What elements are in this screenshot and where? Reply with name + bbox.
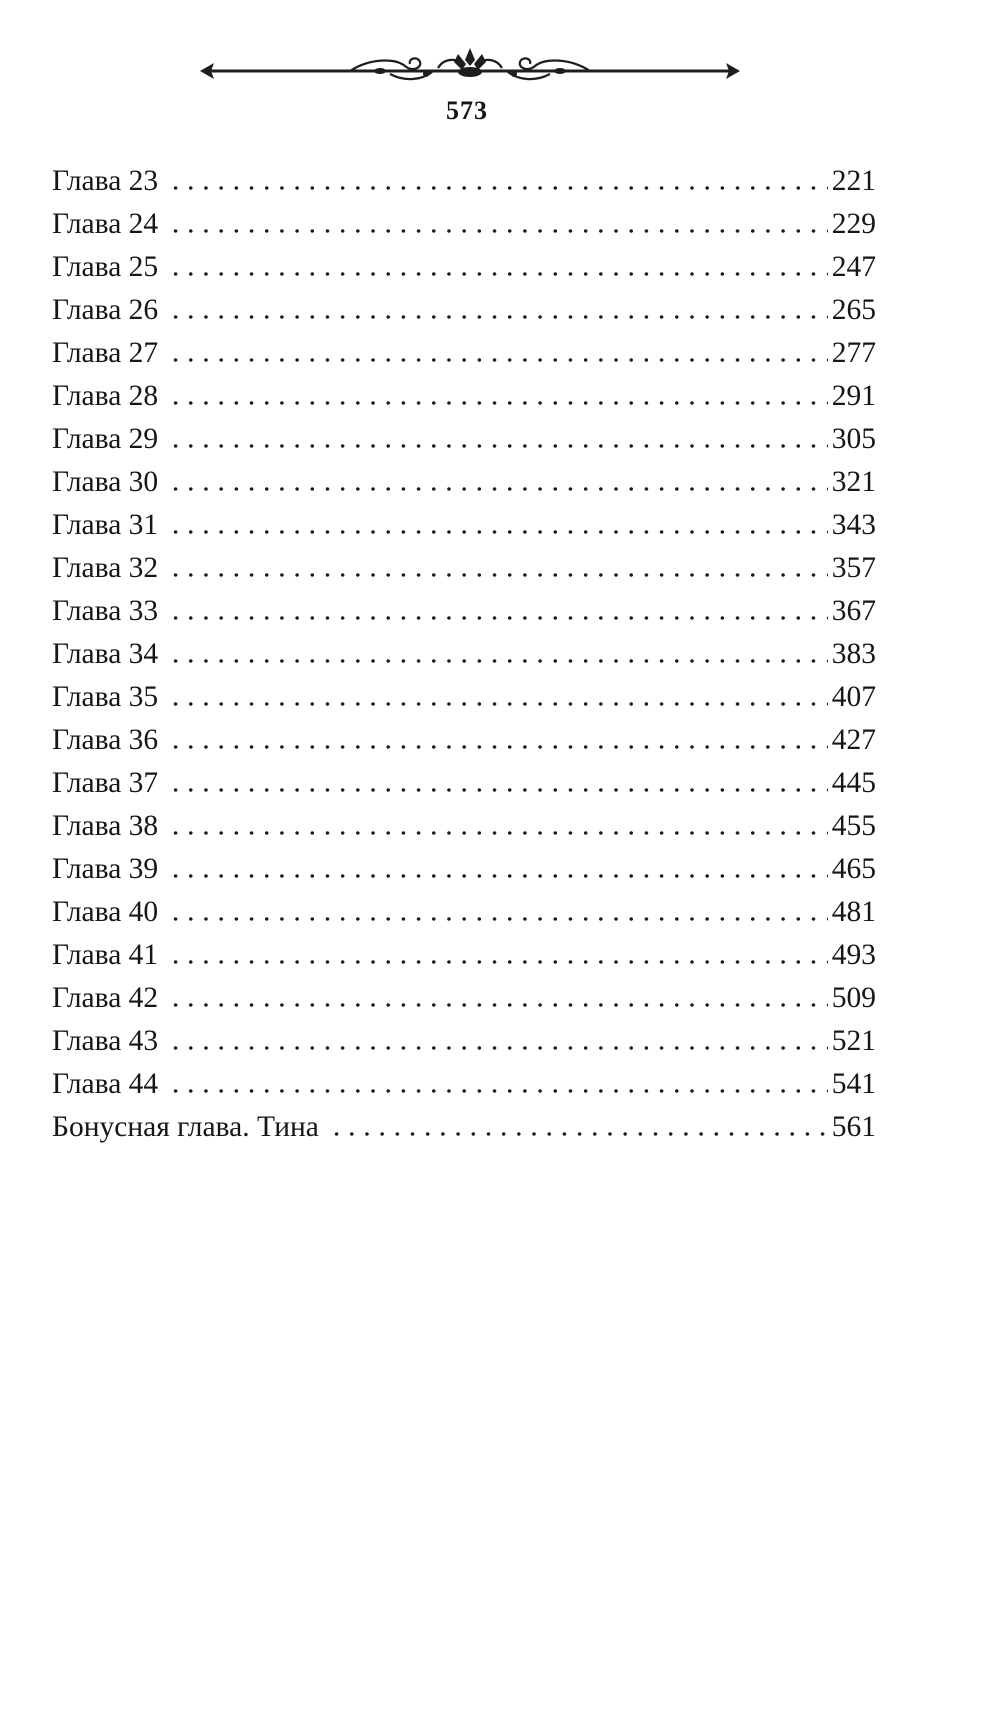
dot-leader [168,874,828,878]
toc-entry-page: 221 [831,165,876,197]
dot-leader [168,1089,828,1093]
toc-entry[interactable] [52,719,876,762]
toc-entry-page: 481 [831,896,876,928]
toc-entry-title: Бонусная глава. Тина [52,1111,319,1143]
dot-leader [168,401,828,405]
table-of-contents [52,160,876,1149]
toc-entry-page: 455 [831,810,876,842]
toc-entry-title: Глава 40 [52,896,159,928]
toc-entry-title: Глава 33 [52,595,159,627]
toc-entry-title: Глава 24 [52,208,159,240]
toc-entry-title: Глава 29 [52,423,159,455]
toc-entry[interactable] [52,375,876,418]
toc-entry[interactable] [52,977,876,1020]
dot-leader [168,229,828,233]
toc-entry-page: 521 [831,1025,876,1057]
page-number: 573 [446,96,488,125]
toc-entry[interactable] [52,762,876,805]
toc-entry-page: 465 [831,853,876,885]
toc-entry-page: 541 [831,1068,876,1100]
toc-entry-title: Глава 27 [52,337,159,369]
toc-entry-title: Глава 30 [52,466,159,498]
dot-leader [168,530,828,534]
toc-entry-title: Глава 28 [52,380,159,412]
toc-entry-page: 265 [831,294,876,326]
toc-entry-page: 509 [831,982,876,1014]
toc-entry[interactable] [52,848,876,891]
dot-leader [168,616,828,620]
toc-entry-title: Глава 38 [52,810,159,842]
toc-entry-title: Глава 39 [52,853,159,885]
dot-leader [168,745,828,749]
decorative-header-ornament [200,44,740,94]
toc-entry-page: 343 [831,509,876,541]
toc-entry[interactable] [52,1063,876,1106]
toc-entry-title: Глава 26 [52,294,159,326]
dot-leader [329,1132,828,1136]
toc-entry[interactable] [52,332,876,375]
toc-entry-bonus[interactable] [52,1106,876,1149]
toc-entry-page: 427 [831,724,876,756]
toc-entry-page: 561 [831,1111,876,1143]
toc-entry[interactable] [52,418,876,461]
toc-entry-page: 493 [831,939,876,971]
dot-leader [168,960,828,964]
toc-entry-page: 305 [831,423,876,455]
toc-entry-page: 445 [831,767,876,799]
toc-entry-page: 383 [831,638,876,670]
toc-entry-title: Глава 23 [52,165,159,197]
dot-leader [168,272,828,276]
toc-entry-title: Глава 44 [52,1068,159,1100]
toc-entry-title: Глава 41 [52,939,159,971]
dot-leader [168,358,828,362]
dot-leader [168,659,828,663]
dot-leader [168,1003,828,1007]
dot-leader [168,444,828,448]
toc-entry-title: Глава 36 [52,724,159,756]
toc-entry[interactable] [52,590,876,633]
dot-leader [168,1046,828,1050]
toc-entry-title: Глава 25 [52,251,159,283]
toc-entry[interactable] [52,891,876,934]
toc-entry-title: Глава 42 [52,982,159,1014]
toc-entry-title: Глава 43 [52,1025,159,1057]
toc-entry[interactable] [52,1020,876,1063]
dot-leader [168,315,828,319]
toc-entry[interactable] [52,676,876,719]
toc-entry-page: 407 [831,681,876,713]
toc-entry-page: 321 [831,466,876,498]
toc-entry-page: 247 [831,251,876,283]
toc-entry-title: Глава 32 [52,552,159,584]
toc-entry-page: 277 [831,337,876,369]
toc-entry[interactable] [52,246,876,289]
dot-leader [168,831,828,835]
dot-leader [168,788,828,792]
toc-entry[interactable] [52,633,876,676]
toc-entry-page: 357 [831,552,876,584]
toc-entry[interactable] [52,547,876,590]
toc-entry-page: 367 [831,595,876,627]
toc-entry-page: 229 [831,208,876,240]
dot-leader [168,186,828,190]
toc-entry-title: Глава 34 [52,638,159,670]
toc-entry[interactable] [52,289,876,332]
dot-leader [168,702,828,706]
toc-entry[interactable] [52,461,876,504]
toc-entry-title: Глава 37 [52,767,159,799]
dot-leader [168,573,828,577]
dot-leader [168,917,828,921]
toc-entry-page: 291 [831,380,876,412]
toc-entry[interactable] [52,203,876,246]
toc-entry-title: Глава 35 [52,681,159,713]
toc-entry[interactable] [52,504,876,547]
toc-entry[interactable] [52,934,876,977]
dot-leader [168,487,828,491]
toc-entry[interactable] [52,805,876,848]
toc-entry[interactable] [52,160,876,203]
toc-entry-title: Глава 31 [52,509,159,541]
